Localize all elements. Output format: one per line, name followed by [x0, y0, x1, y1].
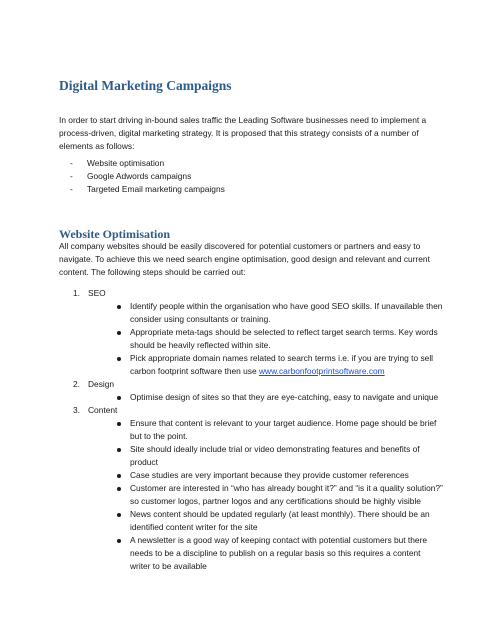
- step-label: Content: [88, 405, 118, 415]
- bullet-list: [116, 391, 443, 404]
- step-content: [73, 404, 443, 573]
- bullet-item: Case studies are very important because they provide customer references: [116, 469, 443, 482]
- bullet-list: [116, 300, 443, 378]
- intro-paragraph: In order to start driving in-bound sales traffic the Leading Software businesses need to implement a process-driven, digital marketing strategy. It is proposed that this strategy consists of a number of elements as follows:: [59, 115, 427, 151]
- domain-link[interactable]: www.carbonfootprintsoftware.com: [258, 366, 385, 376]
- bullet-item: Ensure that content is relevant to your target audience. Home page should be brief but to the point.: [116, 417, 443, 443]
- step-design: [73, 378, 443, 404]
- list-item: - Website optimisation: [70, 157, 225, 170]
- step-label: SEO: [88, 288, 106, 298]
- bullet-item: Site should ideally include trial or video demonstrating features and benefits of product: [116, 443, 443, 469]
- bullet-item: Identify people within the organisation who have good SEO skills. If unavailable then consider using consultants or training.: [116, 300, 443, 326]
- bullet-item: News content should be updated regularly (at least monthly). There should be an identified content writer for the site: [116, 508, 443, 534]
- bullet-item: [116, 352, 443, 378]
- section-intro-paragraph: All company websites should be easily discovered for potential customers or partners and easy to navigate. To achieve this we need search engine optimisation, good design and relevant and current content. The following steps should be carried out:: [59, 241, 430, 277]
- step-number: 2.: [73, 379, 80, 389]
- list-item: - Google Adwords campaigns: [70, 170, 225, 183]
- section-heading: Website Optimisation: [59, 227, 171, 241]
- bullet-list: [116, 417, 443, 573]
- steps-list: [73, 287, 443, 573]
- step-seo: [73, 287, 443, 378]
- elements-list: [70, 157, 225, 196]
- step-number: 1.: [73, 288, 80, 298]
- bullet-item: Customer are interested in “who has already bought it?” and “is it a quality solution?” so customer logos, partner logos and any certifications should be highly visible: [116, 482, 443, 508]
- page-title: Digital Marketing Campaigns: [59, 78, 232, 93]
- step-label: Design: [88, 379, 115, 389]
- bullet-item: Optimise design of sites so that they are eye-catching, easy to navigate and unique: [116, 391, 443, 404]
- list-item: - Targeted Email marketing campaigns: [70, 183, 225, 196]
- bullet-item: A newsletter is a good way of keeping contact with potential customers but there needs to be a discipline to publish on a regular basis so this requires a content writer to be available: [116, 534, 443, 573]
- bullet-item: Appropriate meta-tags should be selected to reflect target search terms. Key words should be heavily reflected within site.: [116, 326, 443, 352]
- bullet-text: Pick appropriate domain names related to search terms i.e. if you are trying to sell carbon footprint software then use: [130, 353, 434, 376]
- step-number: 3.: [73, 405, 80, 415]
